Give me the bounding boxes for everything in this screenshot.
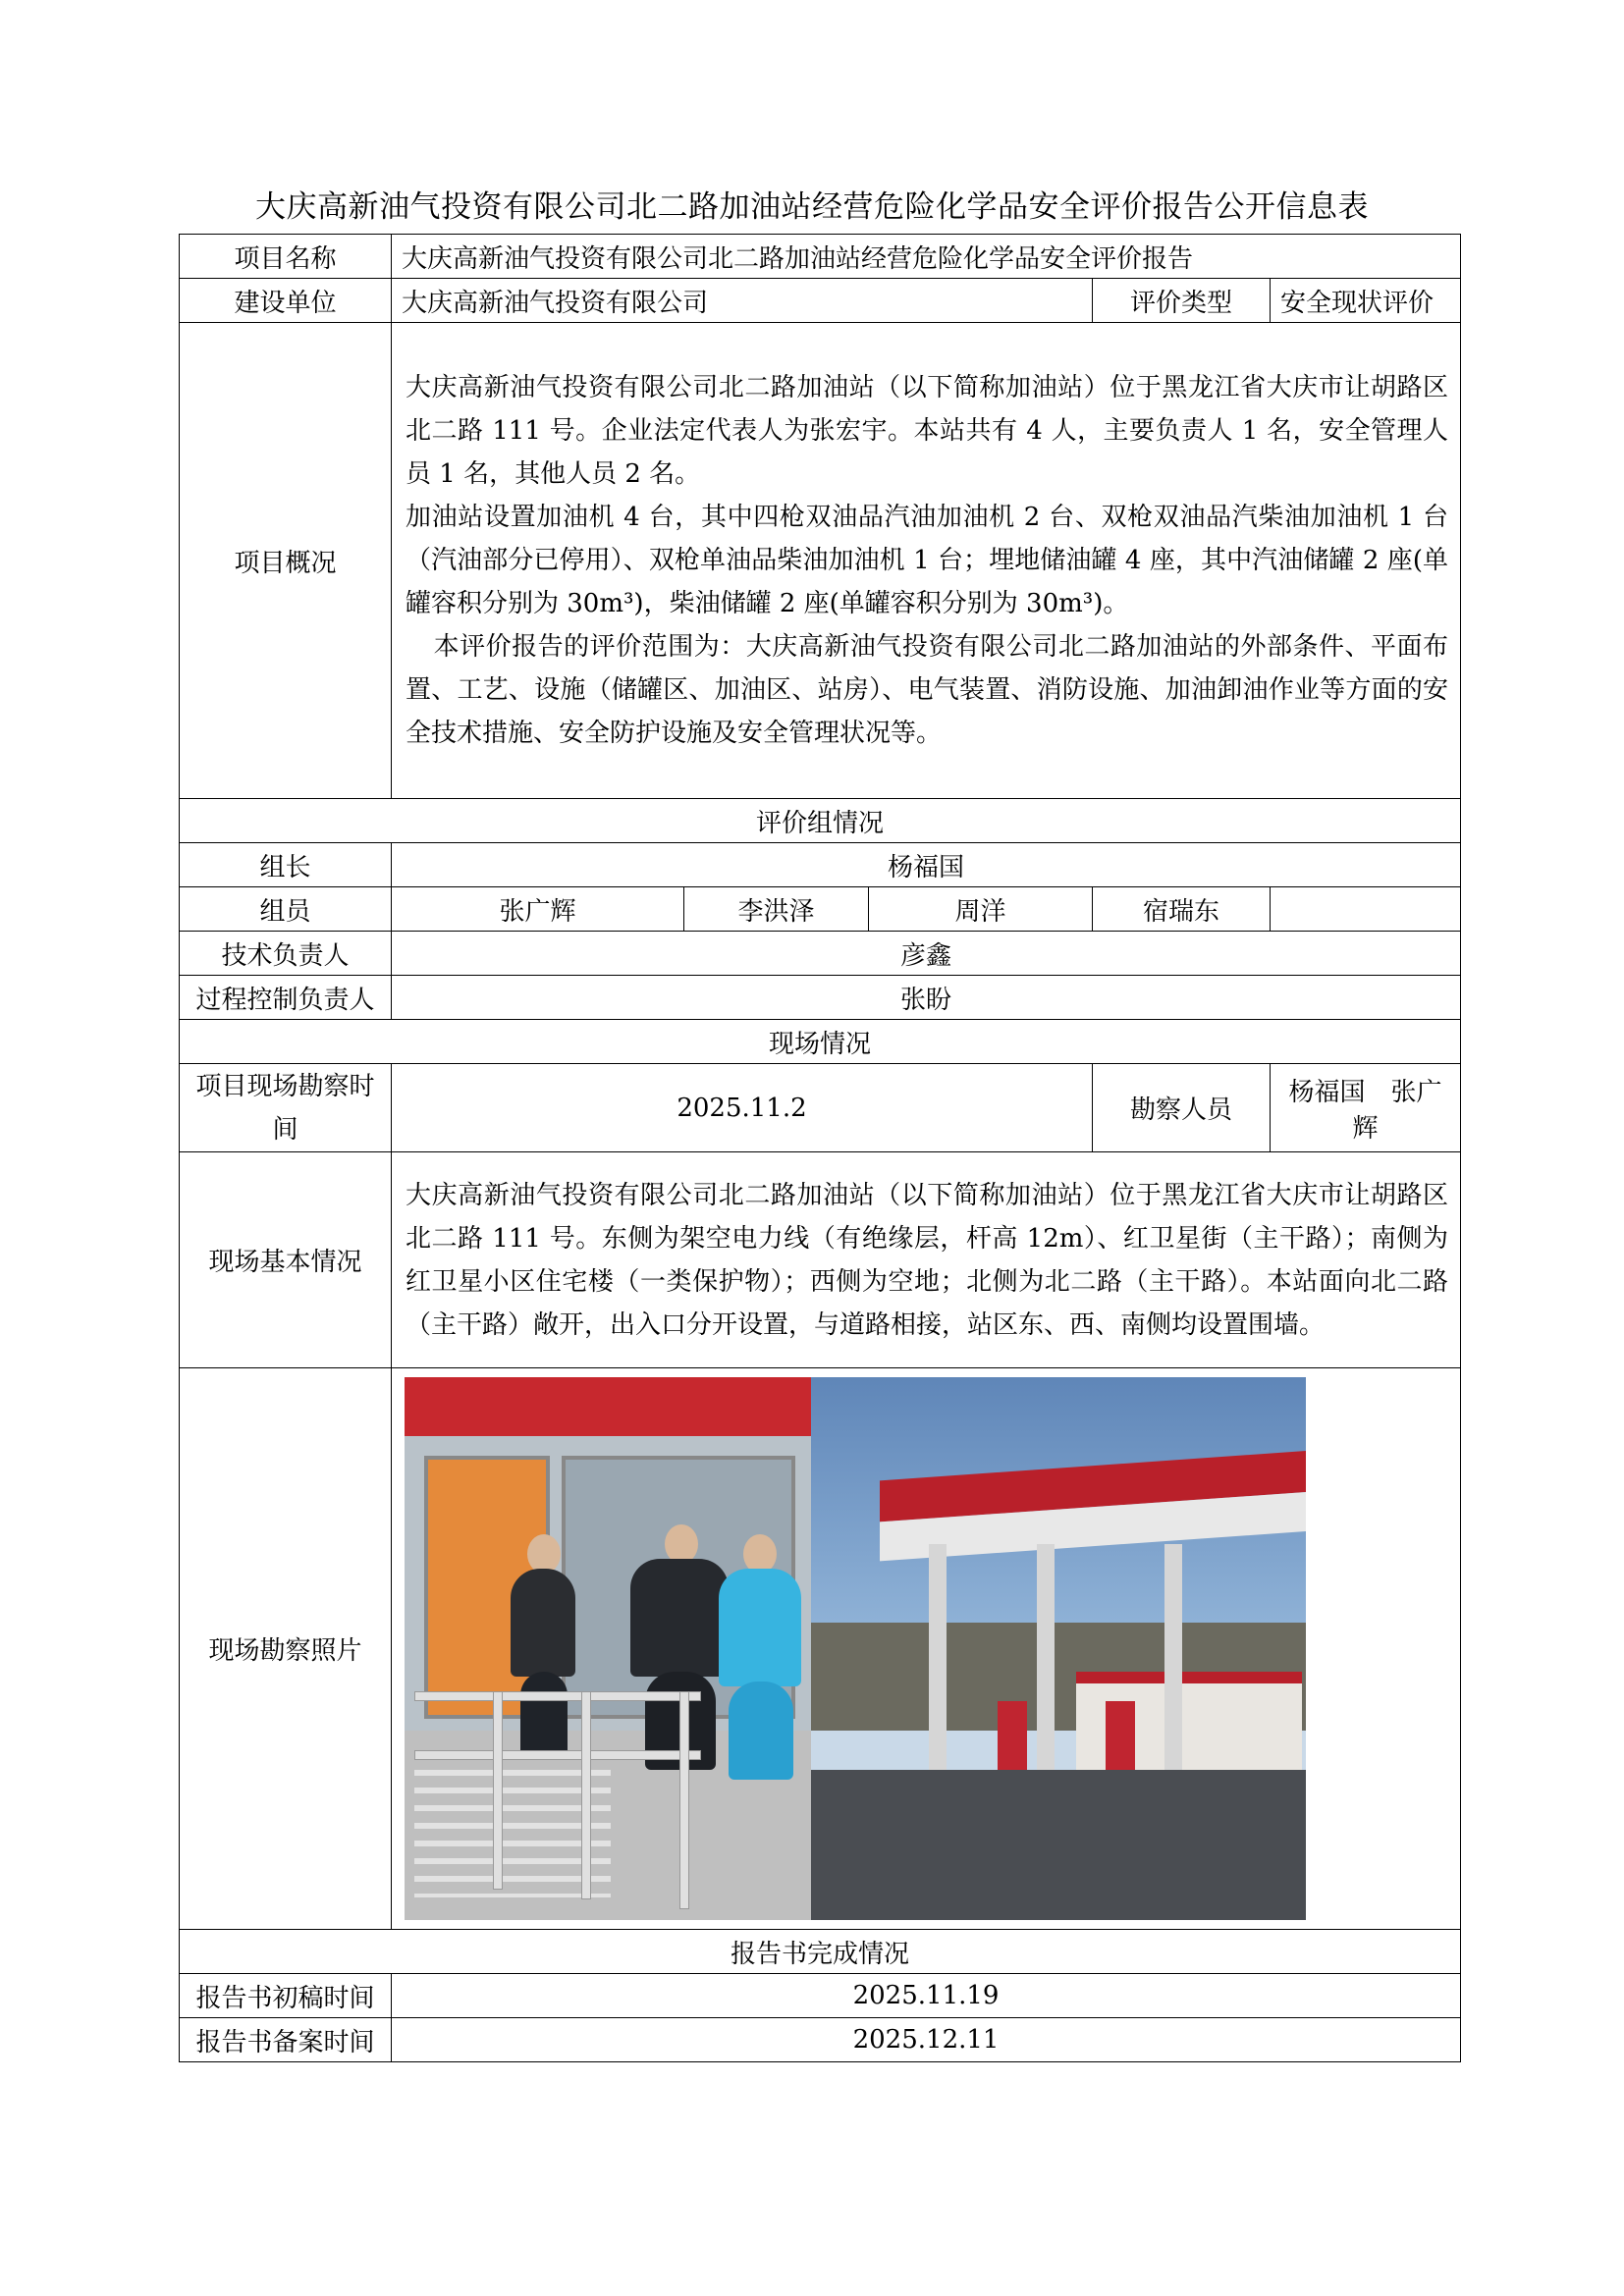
site-photos-cell: [392, 1368, 1461, 1930]
row-overview: [180, 323, 1461, 799]
overview-label: 项目概况: [180, 323, 392, 799]
leader-label: 组长: [180, 843, 392, 887]
project-name-label: 项目名称: [180, 235, 392, 279]
survey-time-value: 2025.11.2: [392, 1064, 1093, 1152]
row-site-heading: [180, 1020, 1461, 1064]
leader-value: 杨福国: [392, 843, 1461, 887]
row-survey-time: [180, 1064, 1461, 1152]
builder-value: 大庆高新油气投资有限公司: [392, 279, 1093, 323]
eval-type-label: 评价类型: [1093, 279, 1271, 323]
row-filing-time: [180, 2018, 1461, 2062]
overview-paragraph-2: 加油站设置加油机 4 台，其中四枪双油品汽油加油机 2 台、双枪双油品汽柴油加油机 1 台（汽油部分已停用）、双枪单油品柴油加油机 1 台；埋地储油罐 4 座，其中汽油储罐 2 座(单罐容积分别为 30m³)，柴油储罐 2 座(单罐容积分别为 30m³)。: [406, 503, 1449, 618]
row-draft-time: [180, 1974, 1461, 2018]
row-report-heading: [180, 1930, 1461, 1974]
process-lead-label: 过程控制负责人: [180, 976, 392, 1020]
filing-time-value: 2025.12.11: [392, 2018, 1461, 2062]
members-label: 组员: [180, 887, 392, 932]
row-process-lead: [180, 976, 1461, 1020]
tech-lead-value: 彦鑫: [392, 932, 1461, 976]
overview-paragraph-1: 大庆高新油气投资有限公司北二路加油站（以下简称加油站）位于黑龙江省大庆市让胡路区北二路 111 号。企业法定代表人为张宏宇。本站共有 4 人，主要负责人 1 名，安全管理人员 1 名，其他人员 2 名。: [406, 373, 1449, 489]
draft-time-value: 2025.11.19: [392, 1974, 1461, 2018]
site-basic-text: 大庆高新油气投资有限公司北二路加油站（以下简称加油站）位于黑龙江省大庆市让胡路区北二路 111 号。东侧为架空电力线（有绝缘层，杆高 12m）、红卫星街（主干路）；南侧为红卫星小区住宅楼（一类保护物）；西侧为空地；北侧为北二路（主干路）。本站面向北二路（主干路）敞开，出入口分开设置，与道路相接，站区东、西、南侧均设置围墙。: [392, 1152, 1461, 1368]
row-tech-lead: [180, 932, 1461, 976]
info-table: [179, 234, 1461, 2062]
draft-time-label: 报告书初稿时间: [180, 1974, 392, 2018]
member-3: 周洋: [869, 887, 1093, 932]
document-title: 大庆高新油气投资有限公司北二路加油站经营危险化学品安全评价报告公开信息表: [255, 189, 1369, 225]
row-team-heading: [180, 799, 1461, 843]
surveyors-value: 杨福国 张广辉: [1271, 1064, 1461, 1152]
member-1: 张广辉: [392, 887, 684, 932]
surveyors-label: 勘察人员: [1093, 1064, 1271, 1152]
site-basic-label: 现场基本情况: [180, 1152, 392, 1368]
survey-time-label: 项目现场勘察时间: [180, 1064, 392, 1152]
team-section-heading: 评价组情况: [180, 799, 1461, 843]
site-photos-label: 现场勘察照片: [180, 1368, 392, 1930]
member-5: [1271, 887, 1461, 932]
overview-paragraph-3: 本评价报告的评价范围为：大庆高新油气投资有限公司北二路加油站的外部条件、平面布置、工艺、设施（储罐区、加油区、站房）、电气装置、消防设施、加油卸油作业等方面的安全技术措施、安全防护设施及安全管理状况等。: [406, 632, 1449, 748]
report-section-heading: 报告书完成情况: [180, 1930, 1461, 1974]
member-2: 李洪泽: [684, 887, 869, 932]
row-builder: [180, 279, 1461, 323]
tech-lead-label: 技术负责人: [180, 932, 392, 976]
site-section-heading: 现场情况: [180, 1020, 1461, 1064]
row-project-name: [180, 235, 1461, 279]
filing-time-label: 报告书备案时间: [180, 2018, 392, 2062]
row-members: [180, 887, 1461, 932]
survey-photo-team: [405, 1377, 811, 1920]
overview-text: [392, 323, 1461, 799]
row-site-basic: [180, 1152, 1461, 1368]
row-leader: [180, 843, 1461, 887]
process-lead-value: 张盼: [392, 976, 1461, 1020]
builder-label: 建设单位: [180, 279, 392, 323]
row-site-photos: [180, 1368, 1461, 1930]
member-4: 宿瑞东: [1093, 887, 1271, 932]
project-name-value: 大庆高新油气投资有限公司北二路加油站经营危险化学品安全评价报告: [392, 235, 1461, 279]
survey-photo-station: [811, 1377, 1306, 1920]
eval-type-value: 安全现状评价: [1271, 279, 1461, 323]
